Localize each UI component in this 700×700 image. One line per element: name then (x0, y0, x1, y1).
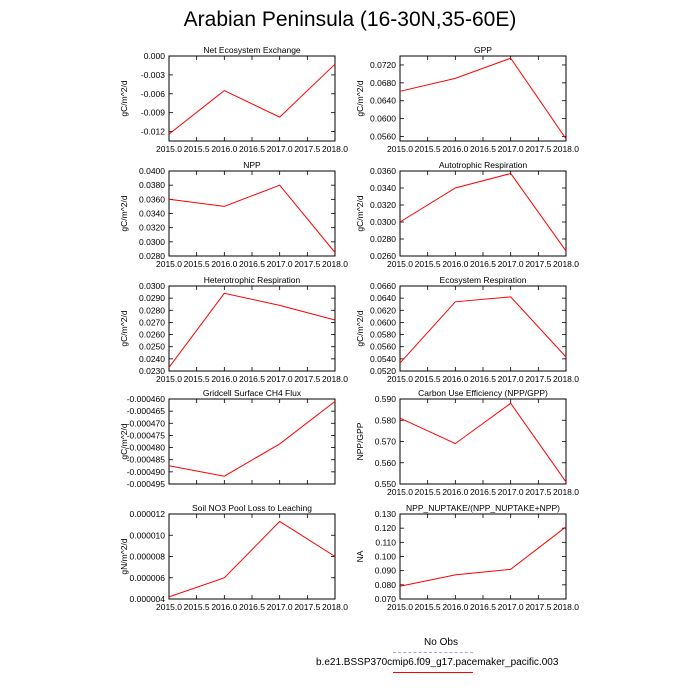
x-tick-label: 2016.0 (442, 259, 469, 269)
x-tick-label: 2017.0 (266, 144, 293, 154)
y-tick-label: 0.0400 (139, 166, 165, 176)
x-tick-label: 2017.0 (497, 259, 524, 269)
panel-title: GPP (474, 45, 492, 55)
y-tick-label: 0.000006 (129, 572, 165, 583)
y-tick-label: 0.0340 (139, 208, 165, 219)
x-tick-label: 2015.0 (387, 602, 413, 612)
y-tick-label: 0.000 (143, 51, 165, 61)
x-tick-label: 2016.5 (470, 259, 496, 269)
y-tick-label: 0.0380 (139, 180, 165, 191)
panel-title: Autotrophic Respiration (438, 160, 528, 170)
x-tick-label: 2015.0 (387, 374, 413, 384)
y-tick-label: 0.0240 (139, 353, 165, 364)
y-tick-label: 0.070 (374, 594, 396, 604)
y-tick-label: -0.000470 (126, 418, 165, 429)
y-tick-label: 0.0300 (370, 217, 396, 227)
x-tick-label: 2017.5 (525, 144, 552, 154)
x-tick-label: 2018.0 (553, 602, 579, 612)
x-tick-label: 2017.5 (525, 487, 552, 497)
y-axis-label: gC/m^2/d (119, 423, 129, 460)
x-tick-label: 2016.0 (442, 602, 469, 612)
legend-model-label: b.e21.BSSP370cmip6.f09_g17.pacemaker_pacific.003 (316, 657, 559, 668)
panel-title: NPP (243, 160, 261, 170)
y-tick-label: 0.0270 (139, 317, 165, 328)
y-tick-label: -0.012 (140, 126, 165, 137)
x-tick-label: 2017.0 (497, 487, 524, 497)
series-line (400, 403, 566, 482)
x-tick-label: 2017.5 (294, 602, 321, 612)
series-line (400, 174, 566, 251)
x-tick-label: 2017.0 (266, 259, 293, 269)
panel-4 (355, 160, 579, 269)
y-axis-label: gC/m^2/d (119, 80, 129, 117)
y-tick-label: -0.003 (140, 69, 165, 80)
panel-10 (355, 503, 579, 612)
x-tick-label: 2016.5 (470, 374, 496, 384)
x-tick-label: 2017.5 (294, 259, 321, 269)
plot-frame (400, 514, 566, 599)
series-line (400, 527, 566, 587)
y-tick-label: 0.100 (374, 551, 396, 562)
y-tick-label: 0.0250 (139, 341, 165, 352)
x-tick-label: 2015.5 (183, 374, 210, 384)
x-tick-label: 2018.0 (553, 144, 579, 154)
y-tick-label: 0.000008 (129, 551, 165, 562)
x-tick-label: 2015.0 (387, 487, 413, 497)
y-tick-label: 0.0360 (139, 194, 165, 205)
panel-9 (119, 503, 348, 612)
x-tick-label: 2016.0 (442, 374, 469, 384)
y-tick-label: 0.000010 (129, 530, 165, 541)
x-tick-label: 2017.5 (525, 602, 552, 612)
panel-5 (119, 275, 348, 384)
y-tick-label: 0.080 (374, 579, 396, 590)
x-tick-label: 2018.0 (322, 602, 348, 612)
y-tick-label: -0.000480 (126, 442, 165, 453)
y-tick-label: 0.0280 (139, 305, 165, 316)
y-tick-label: 0.0260 (139, 329, 165, 340)
x-tick-label: 2016.5 (239, 374, 265, 384)
panel-6 (355, 275, 579, 384)
y-axis-label: gC/m^2/d (119, 195, 129, 232)
panel-title: Net Ecosystem Exchange (203, 45, 301, 55)
y-tick-label: 0.0340 (370, 183, 396, 193)
y-tick-label: 0.0600 (370, 113, 396, 124)
x-tick-label: 2016.5 (470, 602, 496, 612)
x-tick-label: 2018.0 (322, 144, 348, 154)
plot-frame (169, 286, 335, 371)
series-line (169, 521, 335, 597)
series-line (400, 58, 566, 139)
y-tick-label: 0.000004 (129, 594, 165, 604)
y-tick-label: 0.0280 (139, 251, 165, 261)
x-tick-label: 2015.0 (387, 259, 413, 269)
y-tick-label: 0.560 (374, 457, 396, 468)
y-tick-label: 0.0640 (370, 95, 396, 106)
x-tick-label: 2017.0 (497, 602, 524, 612)
y-axis-label: NPP/GPP (355, 422, 365, 461)
y-tick-label: 0.570 (374, 436, 396, 447)
x-tick-label: 2017.5 (525, 259, 552, 269)
y-tick-label: 0.0600 (370, 317, 396, 328)
panel-title: NPP_NUPTAKE/(NPP_NUPTAKE+NPP) (406, 503, 560, 513)
y-tick-label: 0.0580 (370, 329, 396, 340)
plot-frame (169, 514, 335, 599)
x-tick-label: 2017.0 (266, 374, 293, 384)
y-axis-label: gC/m^2/d (355, 80, 365, 117)
series-line (169, 185, 335, 252)
plot-frame (400, 171, 566, 256)
y-tick-label: 0.090 (374, 565, 396, 576)
x-tick-label: 2015.5 (414, 144, 441, 154)
x-tick-label: 2018.0 (553, 487, 579, 497)
x-tick-label: 2015.5 (414, 602, 441, 612)
x-tick-label: 2016.5 (470, 487, 496, 497)
y-axis-label: gC/m^2/d (355, 195, 365, 232)
x-tick-label: 2015.5 (414, 259, 441, 269)
x-tick-label: 2015.5 (414, 374, 441, 384)
legend-obs-line (393, 652, 473, 653)
y-tick-label: 0.110 (375, 537, 396, 548)
x-tick-label: 2016.5 (239, 144, 265, 154)
series-line (169, 401, 335, 476)
x-tick-label: 2016.0 (211, 602, 238, 612)
y-tick-label: 0.550 (374, 479, 396, 489)
y-tick-label: -0.000475 (126, 430, 165, 441)
panel-title: Ecosystem Respiration (439, 275, 527, 285)
y-tick-label: 0.0260 (370, 251, 396, 261)
panel-title: Soil NO3 Pool Loss to Leaching (191, 503, 313, 513)
panel-title: Carbon Use Efficiency (NPP/GPP) (418, 388, 548, 398)
legend-obs-label: No Obs (424, 637, 458, 648)
x-tick-label: 2016.5 (239, 602, 265, 612)
x-tick-label: 2016.0 (442, 487, 469, 497)
x-tick-label: 2018.0 (322, 374, 348, 384)
plot-frame (400, 286, 566, 371)
x-tick-label: 2015.5 (183, 602, 210, 612)
y-tick-label: 0.0620 (370, 305, 396, 316)
x-tick-label: 2018.0 (553, 259, 579, 269)
y-tick-label: 0.580 (374, 415, 396, 426)
y-tick-label: 0.0360 (370, 166, 396, 176)
x-tick-label: 2015.0 (156, 259, 182, 269)
x-tick-label: 2015.5 (183, 144, 210, 154)
y-tick-label: -0.006 (140, 88, 165, 99)
x-tick-label: 2015.5 (183, 259, 210, 269)
x-tick-label: 2016.5 (470, 144, 496, 154)
y-tick-label: 0.0320 (139, 222, 165, 233)
y-tick-label: 0.130 (374, 509, 396, 519)
x-tick-label: 2017.0 (497, 144, 524, 154)
y-tick-label: 0.0660 (370, 281, 396, 291)
x-tick-label: 2015.0 (387, 144, 413, 154)
y-tick-label: 0.0560 (370, 131, 396, 142)
y-tick-label: -0.000460 (126, 394, 165, 404)
y-tick-label: 0.0230 (139, 366, 165, 376)
legend-model-line (393, 672, 473, 673)
x-tick-label: 2017.0 (266, 602, 293, 612)
y-tick-label: 0.0300 (139, 236, 165, 247)
y-tick-label: -0.009 (140, 107, 165, 118)
y-axis-label: NA (355, 550, 365, 563)
x-tick-label: 2018.0 (553, 374, 579, 384)
plot-frame (169, 56, 335, 141)
y-tick-label: 0.0640 (370, 293, 396, 304)
panel-title: Gridcell Surface CH4 Flux (202, 388, 302, 398)
plot-frame (400, 399, 566, 484)
y-tick-label: 0.0300 (139, 281, 165, 291)
y-tick-label: 0.120 (374, 523, 396, 534)
y-tick-label: 0.590 (374, 394, 396, 404)
series-line (400, 297, 566, 363)
plot-frame (169, 171, 335, 256)
x-tick-label: 2016.0 (211, 374, 238, 384)
y-axis-label: gC/m^2/d (119, 310, 129, 347)
x-tick-label: 2017.0 (497, 374, 524, 384)
x-tick-label: 2017.5 (525, 374, 552, 384)
y-axis-label: gN/m^2/d (119, 538, 129, 575)
x-tick-label: 2015.0 (156, 374, 182, 384)
series-line (169, 64, 335, 134)
y-tick-label: -0.000490 (126, 466, 165, 477)
figure-title: Arabian Peninsula (16-30N,35-60E) (183, 8, 517, 31)
x-tick-label: 2015.0 (156, 602, 182, 612)
y-tick-label: 0.0720 (370, 59, 396, 70)
y-tick-label: -0.000485 (126, 454, 165, 465)
series-line (169, 293, 335, 367)
y-tick-label: 0.000012 (129, 509, 165, 519)
x-tick-label: 2017.5 (294, 144, 321, 154)
panel-3 (119, 160, 348, 269)
x-tick-label: 2016.0 (211, 259, 238, 269)
plot-frame (169, 399, 335, 484)
y-tick-label: -0.000465 (126, 406, 165, 417)
x-tick-label: 2015.0 (156, 144, 182, 154)
y-axis-label: gC/m^2/d (355, 310, 365, 347)
panel-1 (119, 45, 348, 154)
panel-2 (355, 45, 579, 154)
x-tick-label: 2016.5 (239, 259, 265, 269)
panel-title: Heterotrophic Respiration (203, 275, 301, 285)
x-tick-label: 2017.5 (294, 374, 321, 384)
x-tick-label: 2018.0 (322, 259, 348, 269)
y-tick-label: -0.000495 (126, 479, 165, 489)
y-tick-label: 0.0290 (139, 293, 165, 304)
y-tick-label: 0.0680 (370, 77, 396, 88)
y-tick-label: 0.0280 (370, 234, 396, 244)
y-tick-label: 0.0320 (370, 200, 396, 210)
panel-7 (119, 388, 335, 489)
y-tick-label: 0.0540 (370, 353, 396, 364)
panel-8 (355, 388, 579, 497)
x-tick-label: 2016.0 (211, 144, 238, 154)
x-tick-label: 2016.0 (442, 144, 469, 154)
y-tick-label: 0.0520 (370, 366, 396, 376)
x-tick-label: 2015.5 (414, 487, 441, 497)
y-tick-label: 0.0560 (370, 341, 396, 352)
